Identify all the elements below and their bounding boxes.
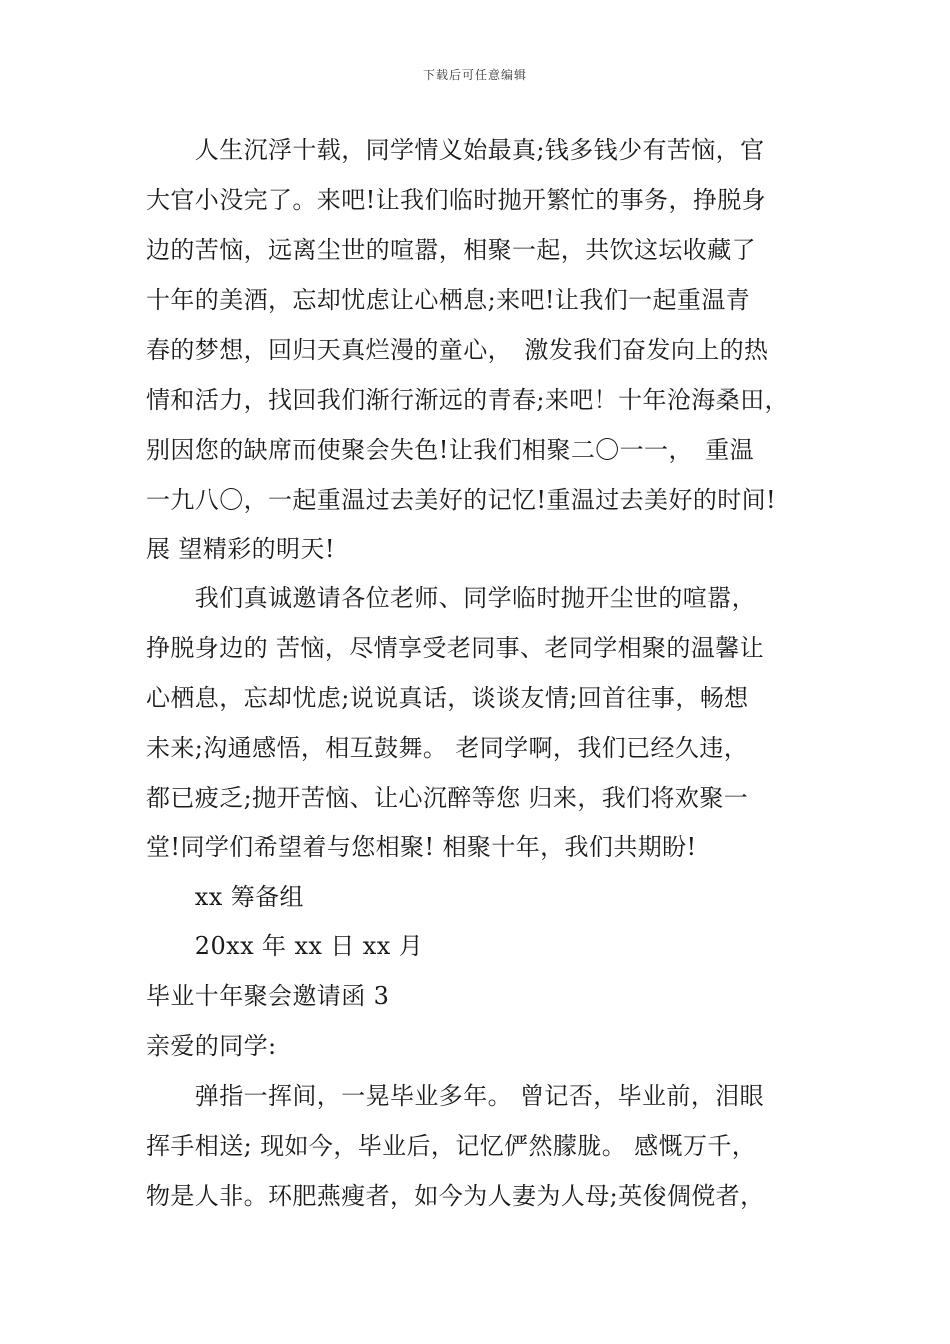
- text-line: 堂!同学们希望着与您相聚! 相聚十年，我们共期盼!: [146, 833, 697, 861]
- section-title: 毕业十年聚会邀请函 3: [146, 982, 390, 1010]
- text-line: 挣脱身边的 苦恼，尽情享受老同事、老同学相聚的温馨让: [146, 634, 765, 662]
- salutation: 亲爱的同学:: [146, 1032, 277, 1060]
- date-line: 20xx 年 xx 日 xx 月: [146, 932, 424, 960]
- text-line: 未来;沟通感悟，相互鼓舞。 老同学啊，我们已经久违，: [146, 734, 749, 762]
- text-line: 情和活力，找回我们渐行渐远的青春;来吧！十年沧海桑田，: [146, 386, 789, 414]
- header-note: 下载后可任意编辑: [422, 68, 527, 82]
- text-line: 边的苦恼，远离尘世的喧嚣，相聚一起，共饮这坛收藏了: [146, 236, 756, 264]
- text-line: 物是人非。环肥燕瘦者，如今为人妻为人母;英俊倜傥者，: [146, 1182, 765, 1210]
- text-line: 我们真诚邀请各位老师、同学临时抛开尘世的喧嚣，: [146, 584, 756, 612]
- text-line: 人生沉浮十载，同学情义始最真;钱多钱少有苦恼，官: [146, 136, 765, 164]
- text-line: 心栖息，忘却忧虑;说说真话，谈谈友情;回首往事，畅想: [146, 684, 749, 712]
- text-line: 别因您的缺席而使聚会失色!让我们相聚二〇一一， 重温: [146, 436, 755, 464]
- text-line: 春的梦想，回归天真烂漫的童心， 激发我们奋发向上的热: [146, 336, 769, 364]
- text-line: 挥手相送; 现如今，毕业后，记忆俨然朦胧。 感慨万千，: [146, 1132, 757, 1160]
- text-line: 展 望精彩的明天!: [146, 535, 335, 563]
- text-line: 大官小没完了。来吧!让我们临时抛开繁忙的事务，挣脱身: [146, 186, 767, 214]
- text-line: 一九八〇，一起重温过去美好的记忆!重温过去美好的时间!: [146, 486, 777, 514]
- text-line: 十年的美酒，忘却忧虑让心栖息;来吧!让我们一起重温青: [146, 286, 751, 314]
- text-line: 弹指一挥间，一晃毕业多年。 曾记否，毕业前，泪眼: [146, 1082, 765, 1110]
- signature-line: xx 筹备组: [146, 883, 304, 911]
- text-line: 都已疲乏;抛开苦恼、让心沉醉等您 归来，我们将欢聚一: [146, 784, 749, 812]
